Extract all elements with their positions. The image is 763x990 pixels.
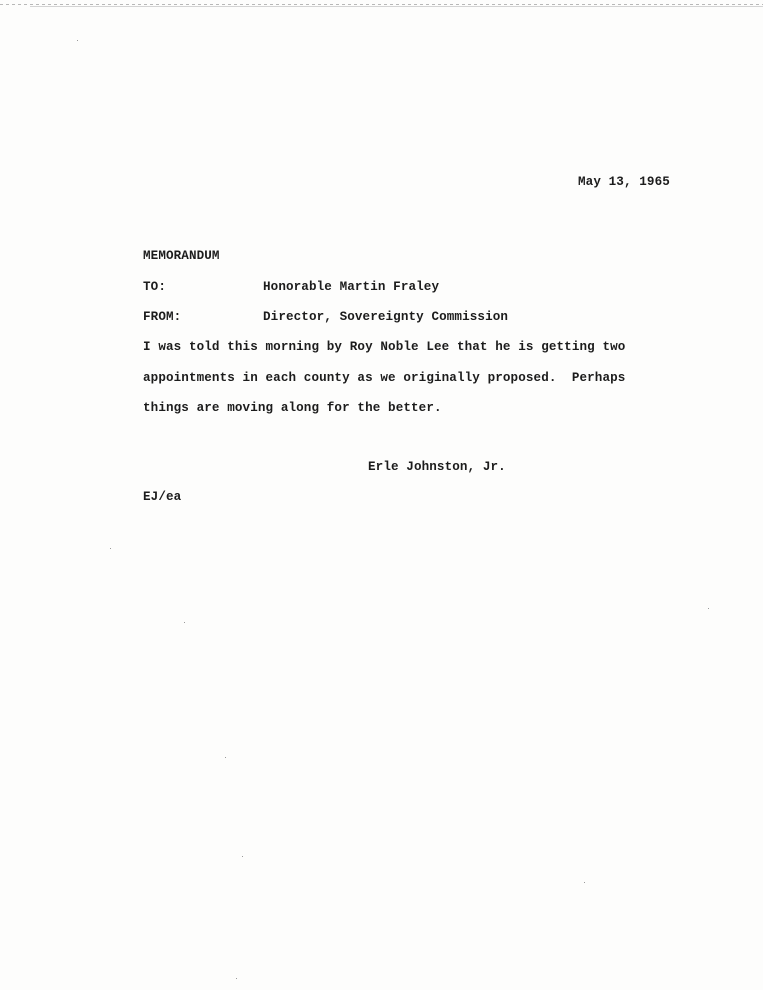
signature-name: Erle Johnston, Jr. [368,460,506,474]
from-sender: Director, Sovereignty Commission [263,310,509,324]
from-label: FROM: [143,310,182,324]
scan-edge-line-secondary [30,6,763,7]
scan-speck [242,856,243,857]
scan-speck [77,40,78,41]
to-label: TO: [143,280,166,294]
memo-body-line: appointments in each county as we originally proposed. Perhaps [143,371,626,385]
scan-speck [236,978,237,979]
memo-body-line: I was told this morning by Roy Noble Lee that he is getting two [143,340,626,354]
scan-speck [708,608,709,609]
scan-edge-line [0,4,763,5]
scan-speck [225,757,226,758]
scan-speck [110,548,111,549]
scan-speck [584,882,585,883]
memo-heading: MEMORANDUM [143,249,220,263]
scan-speck [184,622,185,623]
typist-initials: EJ/ea [143,490,182,504]
memo-body-line: things are moving along for the better. [143,401,442,415]
memo-date: May 13, 1965 [578,175,670,189]
to-recipient: Honorable Martin Fraley [263,280,440,294]
